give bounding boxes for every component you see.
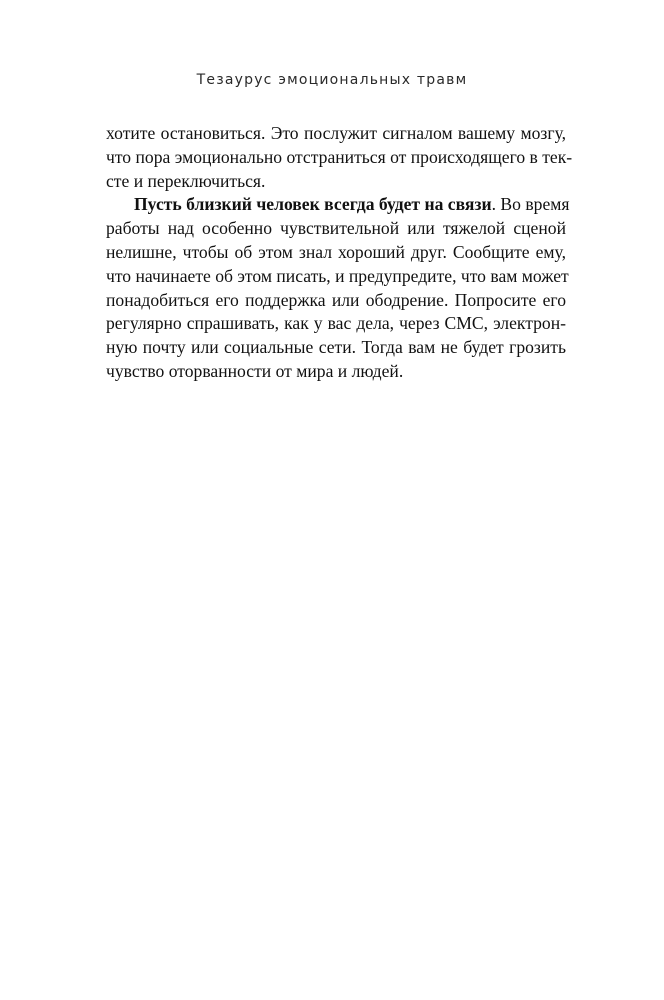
text-line: хотите остановиться. Это послужит сигналом вашему мозгу, bbox=[106, 123, 566, 143]
text-line bbox=[106, 193, 570, 217]
text-line: работы над особенно чувствительной или тяжелой сценой bbox=[106, 218, 566, 239]
text-line: что пора эмоционально отстраниться от происходящего в тек- bbox=[106, 146, 573, 167]
text-line: что начинаете об этом писать, и предупредите, что вам может bbox=[106, 265, 569, 286]
text-line: нелишне, чтобы об этом знал хороший друг. Сообщите ему, bbox=[106, 241, 566, 262]
body-text bbox=[106, 122, 573, 384]
text-line: регулярно спрашивать, как у вас дела, через СМС, электрон- bbox=[106, 313, 566, 334]
text-line: понадобиться его поддержка или ободрение. Попросите его bbox=[106, 289, 566, 310]
text-line: ную почту или социальные сети. Тогда вам не будет грозить bbox=[106, 337, 566, 358]
lead-rest: . Во время bbox=[491, 194, 570, 215]
running-header: Тезаурус эмоциональных травм bbox=[196, 72, 468, 88]
text-line: чувство оторванности от мира и людей. bbox=[106, 360, 404, 381]
bold-lead: Пусть близкий человек всегда будет на связи bbox=[134, 194, 492, 215]
text-line: сте и переключиться. bbox=[106, 170, 266, 191]
paragraph-2 bbox=[106, 193, 570, 383]
paragraph-1 bbox=[106, 122, 573, 193]
